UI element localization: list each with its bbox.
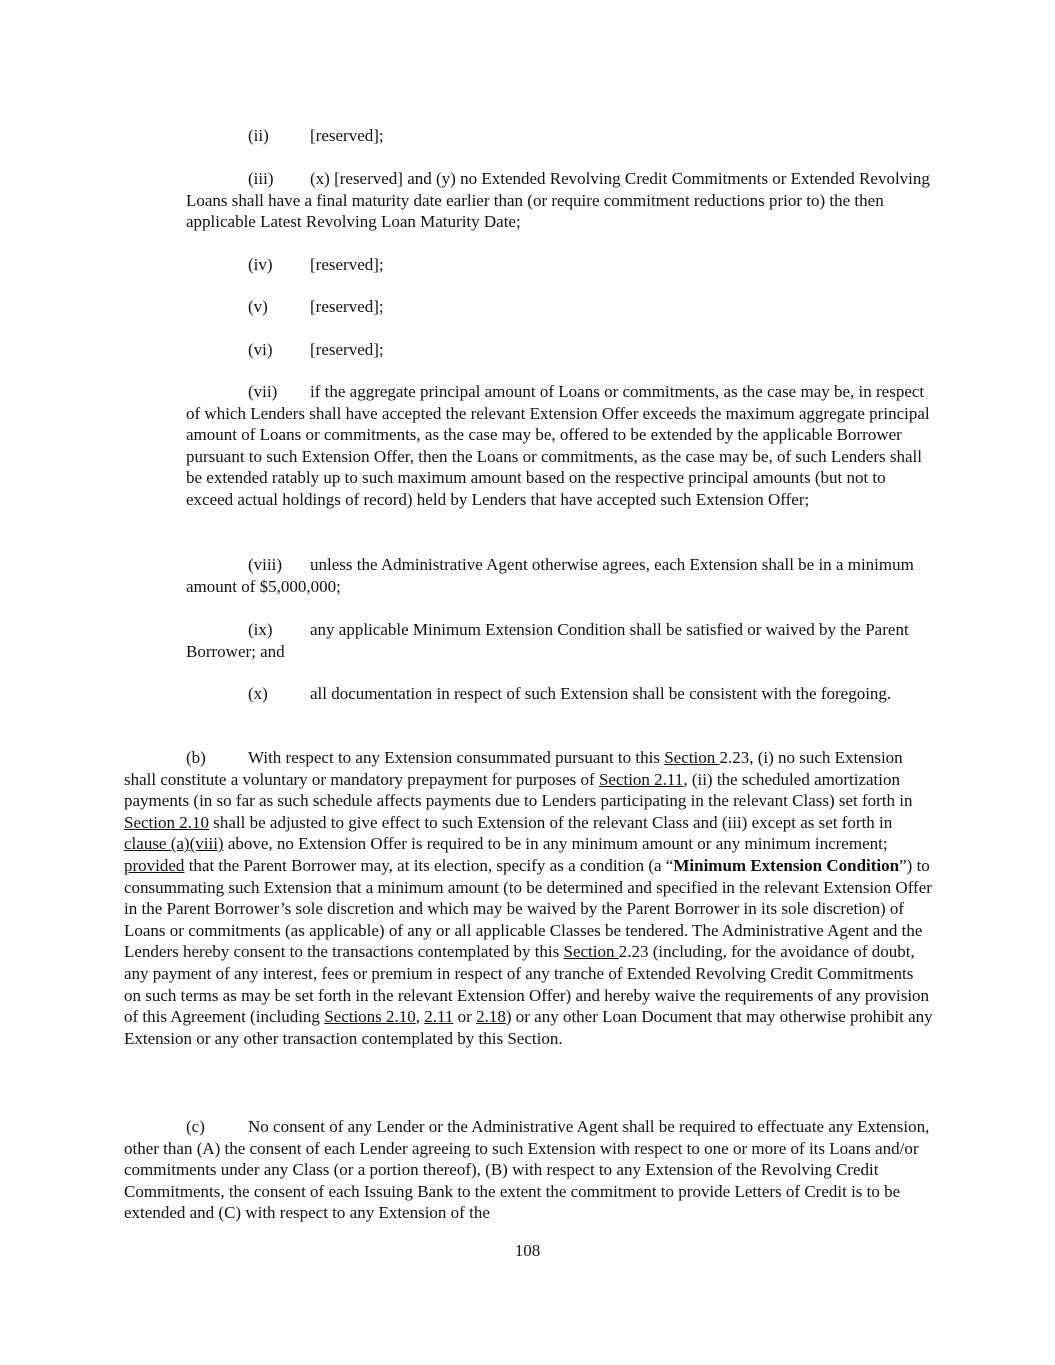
- section-reference-link[interactable]: Section: [563, 942, 619, 962]
- defined-term: Minimum Extension Condition: [673, 855, 900, 875]
- text-segment: that the Parent Borrower may, at its election, specify as a condition (a “: [184, 855, 674, 875]
- clause-a-viii-reference[interactable]: clause (a)(viii): [124, 834, 224, 854]
- text-segment: ) or any other Loan Document that may otherwise prohibit any Extension or any other transaction contemplated by this Section.: [124, 1007, 933, 1048]
- clause-text: all documentation in respect of such Extension shall be consistent with the foregoing.: [310, 684, 892, 703]
- text-segment: , (ii) the scheduled amortization payments (in so far as such schedule affects payments due to Lenders participating in the relevant Class) set forth in: [124, 769, 913, 811]
- paragraph-b: [124, 747, 934, 1049]
- text-segment: ,: [415, 1007, 425, 1027]
- clause-text: unless the Administrative Agent otherwise agrees, each Extension shall be in a minimum amount of $5,000,000;: [186, 555, 914, 596]
- clause-label: (vii): [248, 382, 278, 401]
- section-2-18-reference[interactable]: 2.18: [476, 1007, 506, 1027]
- clause-iii: [186, 168, 934, 233]
- clause-label: (iii): [248, 169, 274, 188]
- section-2-11-reference[interactable]: Section 2.11: [598, 769, 684, 789]
- page-number: 108: [514, 1241, 541, 1260]
- text-segment: above, no Extension Offer is required to be in any minimum amount or any minimum increment;: [223, 834, 888, 854]
- paragraph-label: (c): [186, 1117, 205, 1136]
- paragraph-label: (b): [186, 748, 206, 767]
- text-segment: or: [453, 1007, 477, 1027]
- clause-label: (iv): [248, 255, 273, 274]
- clause-ix: [186, 619, 934, 662]
- text-segment: With respect to any Extension consummated pursuant to this: [248, 748, 665, 767]
- clause-label: (ix): [248, 620, 273, 639]
- clause-label: (vi): [248, 340, 273, 359]
- clause-ii: [186, 125, 934, 147]
- clause-text: (x) [reserved] and (y) no Extended Revolving Credit Commitments or Extended Revolving Loans shall have a final maturity date earlier than (or require commitment reductions prior to) the then applicable Latest Revolving Loan Maturity Date;: [186, 169, 930, 232]
- clause-iv: [186, 254, 934, 276]
- clause-x: [186, 683, 934, 705]
- clause-vii: [186, 381, 934, 511]
- text-segment: ”) to consummating such Extension that a minimum amount (to be determined and specified in the relevant Extension Offer in the Parent Borrower’s sole discretion and which may be waived by the Parent Borrower in its sole discretion) of Loans or commitments (as applicable) of any or all applicable Classes be tendered. The Administrative Agent and the Lenders hereby consent to the transactions contemplated by this: [124, 855, 932, 962]
- clause-text: any applicable Minimum Extension Condition shall be satisfied or waived by the Parent Borrower; and: [186, 620, 909, 661]
- clause-text: [reserved];: [310, 126, 384, 145]
- clause-label: (ii): [248, 126, 269, 145]
- sections-2-10-reference[interactable]: Sections 2.10: [324, 1007, 416, 1027]
- clause-label: (v): [248, 297, 268, 316]
- text-segment: shall be adjusted to give effect to such Extension of the relevant Class and (iii) except as set forth in: [209, 812, 893, 832]
- paragraph-c: [124, 1116, 934, 1224]
- section-reference-link[interactable]: Section: [664, 748, 720, 767]
- text-segment: 2.23, (i) no such Extension shall constitute a voluntary or mandatory prepayment for purposes of: [124, 748, 903, 789]
- section-2-10-reference[interactable]: Section 2.10: [124, 812, 209, 832]
- clause-vi: [186, 339, 934, 361]
- clause-text: if the aggregate principal amount of Loans or commitments, as the case may be, in respect of which Lenders shall have accepted the relevant Extension Offer exceeds the maximum aggregate principal amount of Loans or commitments, as the case may be, offered to be extended by the applicable Borrower pursuant to such Extension Offer, then the Loans or commitments, as the case may be, of such Lenders shall be extended ratably up to such maximum amount based on the respective principal amounts (but not to exceed actual holdings of record) held by Lenders that have accepted such Extension Offer;: [186, 382, 930, 509]
- clause-text: [reserved];: [310, 297, 384, 316]
- clause-text: [reserved];: [310, 340, 384, 359]
- provided-term: provided: [124, 855, 185, 875]
- clause-viii: [186, 554, 934, 597]
- clause-v: [186, 296, 934, 318]
- clause-label: (viii): [248, 555, 282, 574]
- paragraph-text: No consent of any Lender or the Administrative Agent shall be required to effectuate any Extension, other than (A) the consent of each Lender agreeing to such Extension with respect to one or more of its Loans and/or commitments under any Class (or a portion thereof), (B) with respect to any Extension of the Revolving Credit Commitments, the consent of each Issuing Bank to the extent the commitment to provide Letters of Credit is to be extended and (C) with respect to any Extension of the: [124, 1117, 930, 1223]
- clause-label: (x): [248, 684, 268, 703]
- section-2-11-reference[interactable]: 2.11: [424, 1007, 454, 1027]
- text-segment: 2.23 (including, for the avoidance of doubt, any payment of any interest, fees or premium in respect of any tranche of Extended Revolving Credit Commitments on such terms as may be set forth in the relevant Extension Offer) and hereby waive the requirements of any provision of this Agreement (including: [124, 942, 930, 1027]
- clause-text: [reserved];: [310, 255, 384, 274]
